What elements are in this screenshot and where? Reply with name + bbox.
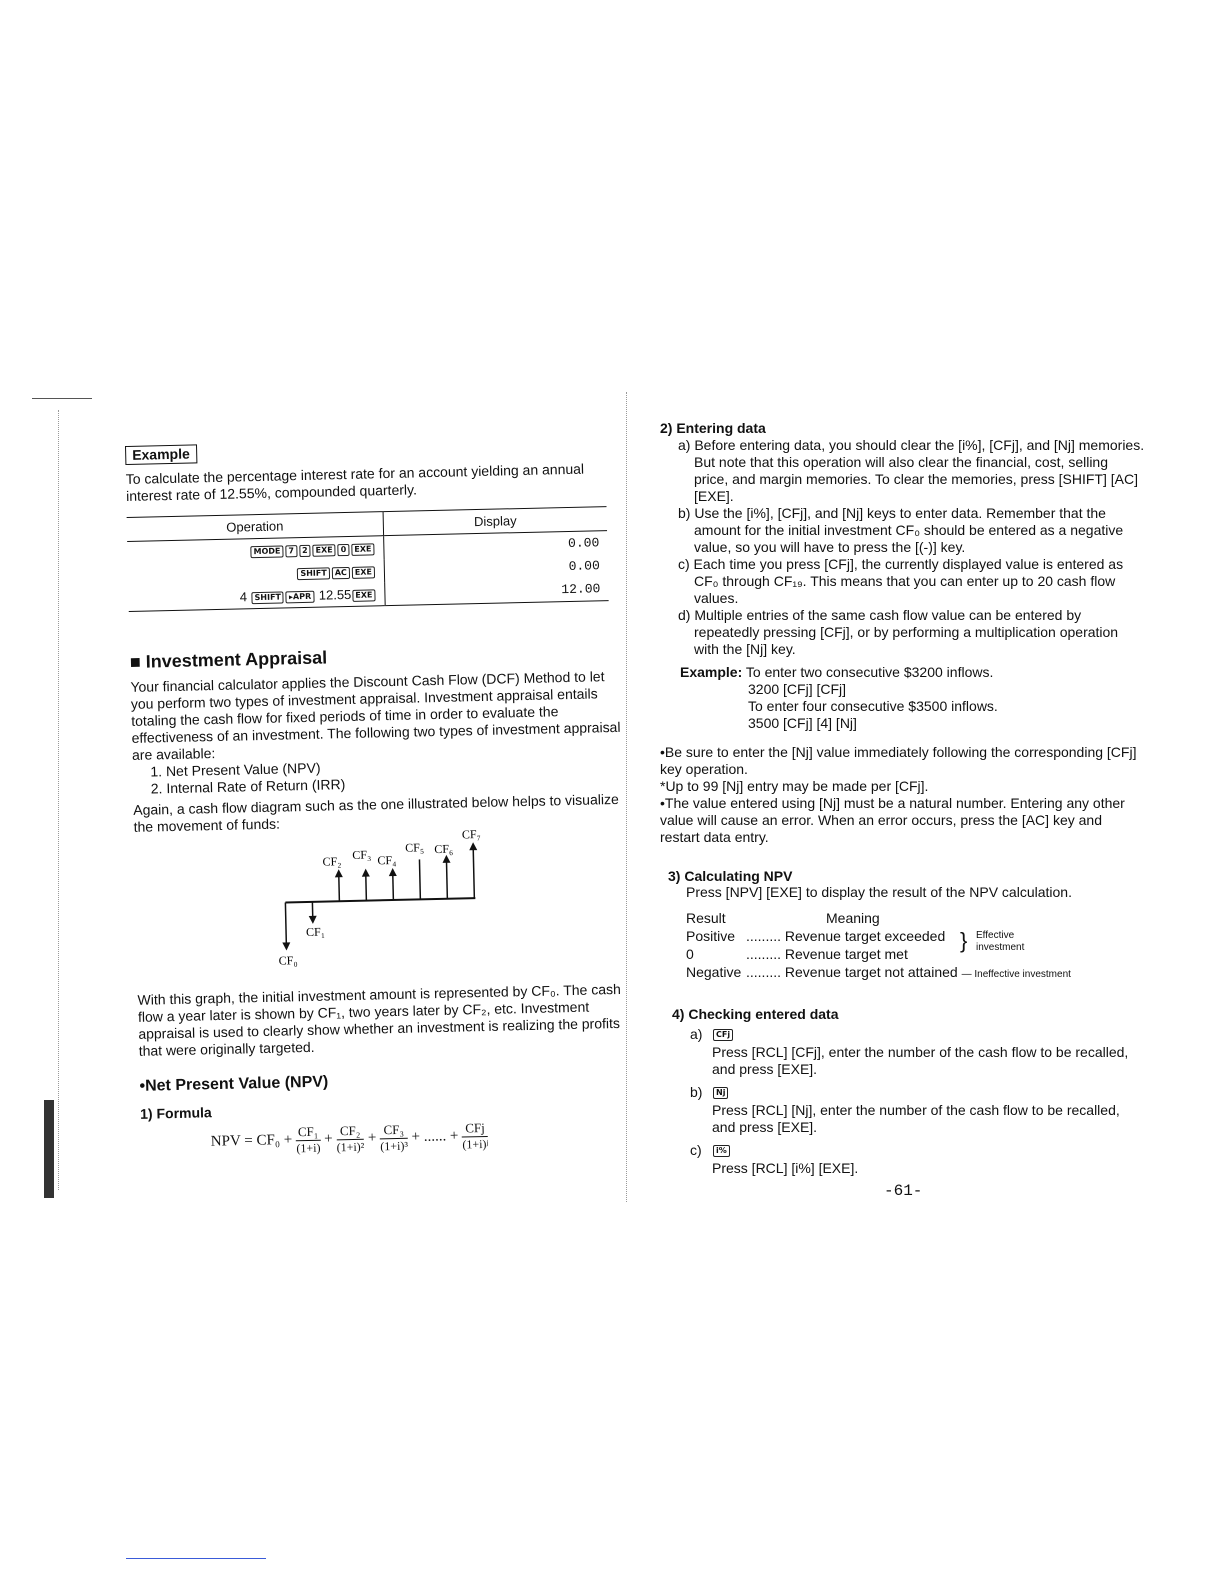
example-2-keys: 3500 [CFj] [4] [Nj] xyxy=(748,715,857,731)
key-exe: EXE xyxy=(352,566,375,579)
left-page xyxy=(125,435,631,1160)
op-suffix: 12.55 xyxy=(318,586,352,603)
key-apr: ▸APR xyxy=(286,590,314,603)
diagram-intro: Again, a cash flow diagram such as the one illustrated below helps to visualize the movement of funds: xyxy=(133,790,619,835)
npv-title: •Net Present Value (NPV) xyxy=(139,1073,329,1095)
key-exe: EXE xyxy=(312,544,335,557)
list-item-npv: 1. Net Present Value (NPV) xyxy=(150,759,321,780)
label-cf1: CF₁ xyxy=(305,924,326,940)
bottom-link-line xyxy=(126,1558,266,1559)
formula-term-2 xyxy=(336,1123,364,1156)
term-den: (1+i) xyxy=(296,1140,321,1156)
example-text: To calculate the percentage interest rate for an account yielding an annual interest rate of 12.55%, compounded quarterly. xyxy=(125,460,585,504)
cf4-arrow xyxy=(393,872,394,900)
example-2-text: To enter four consecutive $3500 inflows. xyxy=(748,698,998,714)
result-row xyxy=(686,963,1145,984)
term-den: (1+i)³ xyxy=(380,1138,409,1154)
square-bullet-icon: ■ xyxy=(129,651,141,672)
result-head: Result xyxy=(686,910,726,926)
example-label: Example: xyxy=(680,664,743,680)
formula-title: 1) Formula xyxy=(139,1104,212,1122)
cf3-arrow xyxy=(366,873,367,901)
intro-paragraph: Your financial calculator applies the Discount Cash Flow (DCF) Method to let you perform two types of investment appraisal. Investment appraisal entails totaling the cash flow for fixed periods of time in order to evaluate the effectiveness of an investment. The following two types of investment appraisal are available: xyxy=(130,668,621,763)
formula-term-last xyxy=(462,1120,489,1153)
term-num: CFj xyxy=(462,1120,488,1138)
key-ac: AC xyxy=(332,566,350,578)
label-cf6: CF₆ xyxy=(434,841,454,857)
cf5-arrow xyxy=(419,859,420,899)
term-den: (1+i)ʲ xyxy=(462,1136,489,1152)
result-value: Positive xyxy=(686,928,736,944)
scan-edge-dots xyxy=(58,410,60,1190)
key-7: 7 xyxy=(285,545,297,557)
key-shift: SHIFT xyxy=(297,567,330,580)
right-page xyxy=(660,420,1145,1177)
key-shift: SHIFT xyxy=(251,591,284,604)
key-exe: EXE xyxy=(352,589,375,602)
example-label: Example xyxy=(132,445,190,463)
example-block xyxy=(660,664,1145,732)
scan-edge-left xyxy=(44,1100,54,1198)
label-cf3: CF₃ xyxy=(352,847,372,862)
table-row-display: 0.00 xyxy=(568,558,601,574)
col-display: Display xyxy=(473,513,517,530)
cf7-arrowhead xyxy=(469,842,477,850)
term-den: (1+i)² xyxy=(336,1139,365,1155)
cf0-arrow xyxy=(285,902,286,947)
s3-title: 3) Calculating NPV xyxy=(668,868,793,884)
cf0-arrowhead xyxy=(282,942,290,950)
example-box xyxy=(125,444,197,465)
key-2: 2 xyxy=(299,544,311,556)
key-0: 0 xyxy=(338,544,350,556)
example-table xyxy=(127,506,609,612)
s2-title: 2) Entering data xyxy=(660,420,766,436)
s2-item-a: a) Before entering data, you should clear the [i%], [CFj], and [Nj] memories. But note that this operation will also clear the financial, cost, selling price, and margin memories. To clear the memories, press [SHIFT] [AC] [EXE]. xyxy=(678,437,1145,504)
effective-brace: } xyxy=(960,928,968,953)
cf6-arrow xyxy=(446,859,447,899)
cf4-arrowhead xyxy=(389,868,397,876)
cf3-arrowhead xyxy=(362,869,370,877)
s4-text: Press [RCL] [i%] [EXE]. xyxy=(712,1160,859,1176)
cf6-arrowhead xyxy=(442,855,450,863)
op-prefix: 4 xyxy=(239,589,248,605)
s4-letter: c) xyxy=(690,1142,702,1158)
s4-letter: a) xyxy=(690,1026,703,1042)
i-percent-key-icon: i% xyxy=(713,1145,730,1157)
page-number: -61- xyxy=(884,1182,923,1200)
label-cf4: CF₄ xyxy=(377,852,397,868)
label-cf0: CF₀ xyxy=(278,953,298,968)
result-row xyxy=(686,927,1145,945)
section-title-text: Investment Appraisal xyxy=(145,647,328,672)
cash-flow-diagram xyxy=(264,826,567,983)
note-1: •Be sure to enter the [Nj] value immediately following the corresponding [CFj] key operation. xyxy=(660,744,1137,777)
result-row xyxy=(686,945,1145,963)
s4-text: Press [RCL] [Nj], enter the number of the cash flow to be recalled, and press [EXE]. xyxy=(712,1102,1120,1135)
label-cf2: CF₂ xyxy=(322,854,342,869)
cf7-arrow xyxy=(473,846,474,898)
key-mode: MODE xyxy=(250,545,283,558)
list-item-irr: 2. Internal Rate of Return (IRR) xyxy=(150,776,346,797)
cf1-arrowhead xyxy=(309,916,317,924)
meaning-head: Meaning xyxy=(826,910,880,926)
cf2-arrowhead xyxy=(335,869,343,877)
ineffective-label: — Ineffective investment xyxy=(961,969,1071,980)
table-row-op xyxy=(128,582,385,611)
result-value: 0 xyxy=(686,946,694,962)
s4-item-c xyxy=(660,1142,1145,1177)
s4-item-b xyxy=(660,1084,1145,1136)
result-meaning: ......... Revenue target not attained xyxy=(746,964,958,980)
label-cf7: CF₇ xyxy=(461,827,481,842)
term-num: CF₃ xyxy=(380,1122,408,1140)
cf2-arrow xyxy=(339,873,340,901)
formula-term-1 xyxy=(296,1124,321,1157)
s2-item-d: d) Multiple entries of the same cash flow value can be entered by repeatedly pressing [CFj], or by performing a multiplication operation with the [Nj] key. xyxy=(678,607,1119,657)
s4-text: Press [RCL] [CFj], enter the number of the cash flow to be recalled, and press [EXE]. xyxy=(712,1044,1129,1077)
s3-text: Press [NPV] [EXE] to display the result of the NPV calculation. xyxy=(686,884,1072,900)
example-1-keys: 3200 [CFj] [CFj] xyxy=(748,681,847,697)
s4-item-a xyxy=(660,1026,1145,1078)
s2-item-b: b) Use the [i%], [CFj], and [Nj] keys to enter data. Remember that the amount for the initial investment CF₀ should be entered as a negative value, so you will have to press the [(-)] key. xyxy=(678,505,1124,555)
effective-label: Effective investment xyxy=(976,930,1025,953)
note-3: •The value entered using [Nj] must be a natural number. Entering any other value will cause an error. When an error occurs, press the [AC] key and restart data entry. xyxy=(660,795,1125,845)
note-2: *Up to 99 [Nj] entry may be made per [CFj]. xyxy=(660,778,929,794)
s4-title: 4) Checking entered data xyxy=(672,1006,839,1022)
table-row-display: 0.00 xyxy=(567,535,600,551)
time-axis xyxy=(285,898,475,902)
result-meaning: ......... Revenue target exceeded xyxy=(746,928,946,944)
nj-key-icon: Nj xyxy=(713,1087,728,1099)
s2-item-c: c) Each time you press [CFj], the currently displayed value is entered as CF₀ through CF₁₉. This means that you can enter up to 20 cash flow values. xyxy=(678,556,1124,606)
example-1-text: To enter two consecutive $3200 inflows. xyxy=(745,664,994,680)
section-title xyxy=(130,641,620,673)
result-header xyxy=(686,909,1145,927)
formula-term-3 xyxy=(380,1122,408,1155)
scan-edge-top xyxy=(32,398,92,399)
graph-paragraph: With this graph, the initial investment amount is represented by CF₀. The cash flow a year later is shown by CF₁, two years later by CF₂, etc. Investment appraisal is used to clearly show whether an investment is realizing the profits that were originally targeted. xyxy=(137,980,621,1059)
result-meaning: ......... Revenue target met xyxy=(746,946,908,962)
col-operation: Operation xyxy=(127,512,384,542)
key-exe: EXE xyxy=(351,543,374,556)
result-table xyxy=(660,909,1145,984)
label-cf5: CF₅ xyxy=(405,840,425,855)
formula-dots: + ...... + xyxy=(411,1128,459,1146)
table-row-display: 12.00 xyxy=(561,581,601,598)
npv-formula: NPV = CF₀ + $\frac{\text{CF₁}}{(1+i)}$ + $\frac{\text{CF₂}}{\text{(1+i)²}}$ + $\frac{\text{CF₃}}{\text{(1+i)³}}$ + ...... + $\frac{\text{CFj}}{\text{(1+i)ʲ}}$ xyxy=(210,1120,489,1156)
result-value: Negative xyxy=(686,964,742,980)
s4-letter: b) xyxy=(690,1084,703,1100)
formula-lhs: NPV = CF₀ + xyxy=(210,1131,293,1150)
term-num: CF₁ xyxy=(296,1124,321,1142)
term-num: CF₂ xyxy=(336,1123,364,1141)
cfj-key-icon: CFj xyxy=(713,1029,733,1041)
